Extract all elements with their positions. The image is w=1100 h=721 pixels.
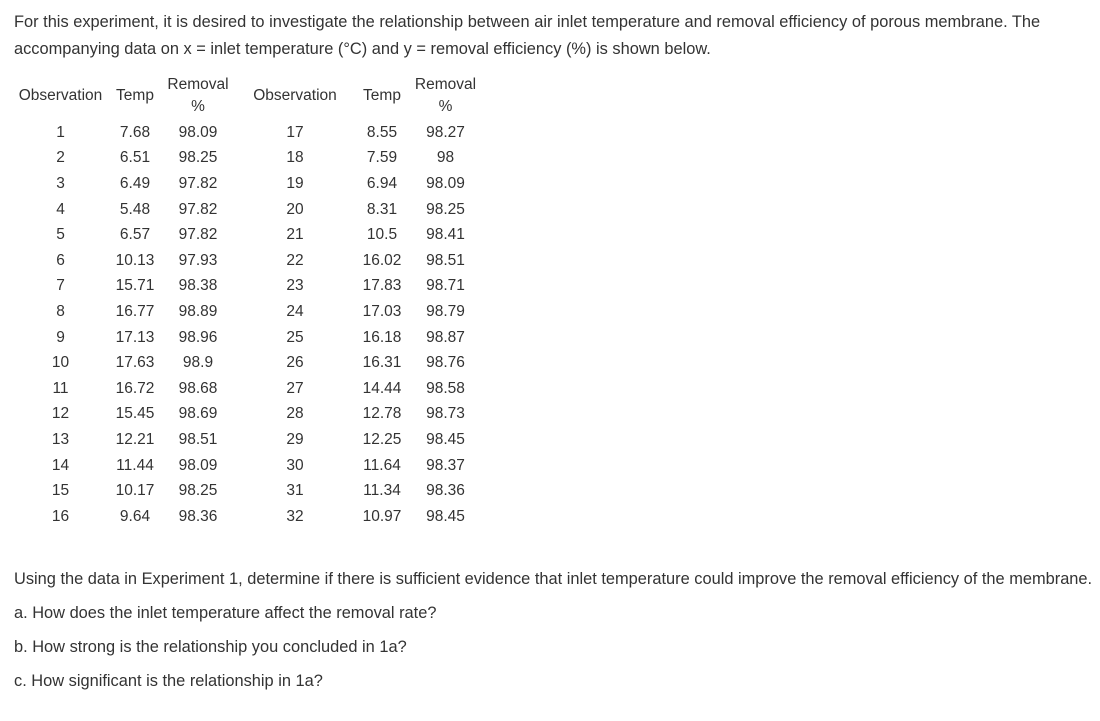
cell-temp: 8.31 (366, 200, 398, 218)
cell-removal: 98.09 (426, 174, 465, 192)
cell-observation: 22 (286, 251, 304, 269)
cell-temp: 16.72 (115, 379, 155, 397)
header-temp-2: Temp (363, 87, 401, 104)
table-row (12, 299, 482, 325)
cell-temp: 10.97 (362, 507, 402, 525)
cell-observation: 17 (286, 123, 304, 141)
table-row (12, 350, 482, 376)
cell-observation: 6 (56, 251, 65, 269)
cell-removal: 98.87 (426, 328, 465, 346)
cell-removal: 98.09 (178, 123, 218, 141)
table-row (12, 453, 482, 479)
cell-observation: 16 (51, 507, 70, 525)
cell-temp: 17.83 (362, 277, 402, 295)
table-row (12, 197, 482, 223)
cell-observation: 20 (286, 200, 304, 218)
cell-removal: 98.41 (426, 226, 465, 244)
cell-removal: 98.45 (426, 430, 465, 448)
table-body (12, 120, 482, 530)
cell-observation: 27 (286, 379, 304, 397)
question-b: b. How strong is the relationship you concluded in 1a? (14, 638, 407, 656)
cell-observation: 29 (286, 430, 304, 448)
table-row (12, 120, 482, 146)
table-row (12, 504, 482, 530)
cell-observation: 3 (56, 174, 65, 192)
table-row (12, 427, 482, 453)
cell-temp: 11.64 (363, 456, 401, 474)
cell-observation: 12 (51, 405, 70, 423)
cell-removal: 98.45 (426, 507, 465, 525)
cell-temp: 11.34 (363, 482, 401, 500)
cell-removal: 98.38 (178, 277, 218, 295)
cell-temp: 7.68 (119, 123, 151, 141)
cell-observation: 25 (286, 328, 304, 346)
cell-temp: 10.17 (115, 482, 155, 500)
cell-removal: 98.96 (178, 328, 218, 346)
question-prompt: Using the data in Experiment 1, determine if there is sufficient evidence that inlet temperature could improve the removal efficiency of the membrane. (14, 570, 1093, 588)
cell-observation: 5 (56, 226, 65, 244)
table-header-row (12, 72, 482, 120)
cell-removal: 98.51 (178, 430, 218, 448)
cell-temp: 6.51 (119, 149, 151, 167)
cell-temp: 15.45 (115, 405, 155, 423)
cell-removal: 98.69 (178, 405, 218, 423)
questions-section (14, 566, 1094, 702)
header-observation: Observation (18, 87, 103, 104)
table-row (12, 222, 482, 248)
cell-temp: 15.71 (115, 277, 155, 295)
cell-temp: 7.59 (366, 149, 398, 167)
cell-observation: 14 (51, 456, 70, 474)
table-row (12, 274, 482, 300)
cell-removal: 98.9 (182, 354, 214, 372)
header-temp: Temp (116, 87, 154, 104)
table-row (12, 478, 482, 504)
cell-observation: 1 (56, 123, 65, 141)
cell-observation: 28 (286, 405, 304, 423)
cell-observation: 10 (51, 354, 70, 372)
cell-removal: 98.37 (426, 456, 465, 474)
cell-observation: 24 (286, 302, 304, 320)
cell-observation: 19 (286, 174, 304, 192)
cell-removal: 98.79 (426, 302, 465, 320)
cell-removal: 98.68 (178, 379, 218, 397)
cell-observation: 4 (56, 200, 65, 218)
cell-observation: 7 (56, 277, 65, 295)
cell-observation: 13 (51, 430, 70, 448)
cell-removal: 98.09 (178, 456, 218, 474)
cell-temp: 6.57 (119, 226, 151, 244)
cell-removal: 98.25 (178, 149, 218, 167)
cell-temp: 10.5 (366, 226, 398, 244)
cell-temp: 12.78 (362, 405, 402, 423)
question-a: a. How does the inlet temperature affect the removal rate? (14, 604, 437, 622)
header-removal (161, 72, 235, 120)
cell-temp: 8.55 (366, 123, 398, 141)
cell-removal: 98.89 (178, 302, 218, 320)
cell-removal: 98.25 (426, 200, 465, 218)
table-row (12, 402, 482, 428)
table-row (12, 325, 482, 351)
cell-temp: 6.49 (119, 174, 151, 192)
cell-observation: 11 (52, 379, 69, 397)
cell-removal: 98.58 (426, 379, 465, 397)
cell-temp: 16.31 (362, 354, 402, 372)
cell-removal: 98.27 (426, 123, 465, 141)
table-row (12, 248, 482, 274)
table-row (12, 376, 482, 402)
cell-temp: 6.94 (366, 174, 398, 192)
cell-removal: 98.51 (426, 251, 465, 269)
cell-temp: 16.18 (362, 328, 402, 346)
cell-observation: 26 (286, 354, 304, 372)
cell-removal: 97.93 (178, 251, 218, 269)
intro-paragraph: For this experiment, it is desired to investigate the relationship between air inlet temperature and removal efficiency of porous membrane. The accompanying data on x = inlet temperature (°C) and y = removal efficiency (%) is shown below. (14, 13, 1041, 58)
cell-observation: 30 (286, 456, 304, 474)
cell-removal: 98.71 (426, 277, 465, 295)
header-removal-label: Removal (167, 76, 229, 93)
cell-removal: 98 (436, 149, 455, 167)
cell-observation: 15 (51, 482, 70, 500)
cell-removal: 98.25 (178, 482, 218, 500)
cell-removal: 98.36 (178, 507, 218, 525)
table-row (12, 146, 482, 172)
question-c: c. How significant is the relationship in 1a? (14, 672, 323, 690)
cell-temp: 17.03 (362, 302, 402, 320)
cell-observation: 8 (56, 302, 65, 320)
cell-observation: 32 (286, 507, 304, 525)
cell-observation: 9 (56, 328, 65, 346)
cell-removal: 98.76 (426, 354, 465, 372)
cell-removal: 97.82 (178, 174, 218, 192)
cell-temp: 16.02 (362, 251, 402, 269)
cell-observation: 21 (286, 226, 304, 244)
cell-temp: 12.25 (362, 430, 402, 448)
cell-temp: 10.13 (115, 251, 155, 269)
cell-temp: 9.64 (119, 507, 151, 525)
cell-removal: 97.82 (178, 200, 218, 218)
table-row (12, 171, 482, 197)
cell-observation: 18 (286, 149, 304, 167)
cell-temp: 14.44 (362, 379, 402, 397)
cell-temp: 12.21 (115, 430, 155, 448)
cell-temp: 16.77 (115, 302, 155, 320)
cell-temp: 11.44 (116, 456, 154, 474)
cell-removal: 98.36 (426, 482, 465, 500)
header-removal-2 (409, 72, 482, 120)
cell-temp: 17.13 (115, 328, 155, 346)
cell-observation: 31 (286, 482, 304, 500)
header-removal-label-2: Removal (414, 76, 477, 93)
header-removal-unit-2: % (438, 98, 453, 115)
header-observation-2: Observation (253, 87, 337, 104)
data-table (12, 72, 482, 530)
header-removal-unit: % (191, 98, 205, 115)
cell-temp: 5.48 (119, 200, 151, 218)
cell-removal: 98.73 (426, 405, 465, 423)
cell-removal: 97.82 (178, 226, 218, 244)
cell-observation: 2 (56, 149, 65, 167)
cell-temp: 17.63 (115, 354, 155, 372)
cell-observation: 23 (286, 277, 304, 295)
